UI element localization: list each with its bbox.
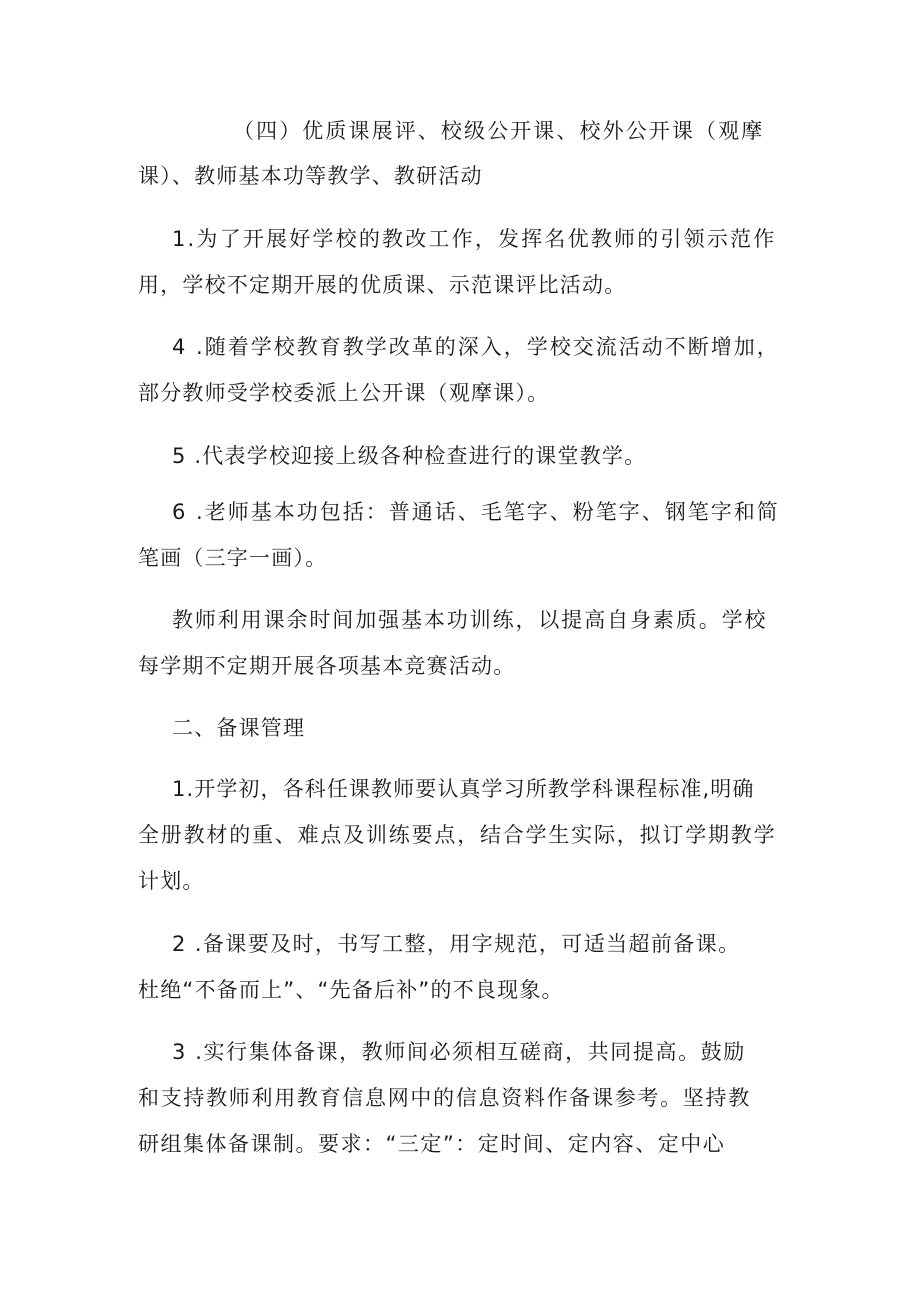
prep-item-2-text-cont: 杜绝“不备而上”、“先备后补”的不良现象。 xyxy=(138,978,564,1002)
section-heading-lesson-prep: 二、备课管理 xyxy=(172,716,306,740)
section-heading-four: （四）优质课展评、校级公开课、校外公开课（观摩 xyxy=(233,119,765,143)
prep-item-2-text: 2 .备课要及时，书写工整，用字规范，可适当超前备课。 xyxy=(172,932,741,956)
prep-item-3-text-cont: 和支持教师利用教育信息网中的信息资料作备课参考。坚持教 xyxy=(138,1086,751,1110)
paragraph-training: 教师利用课余时间加强基本功训练，以提高自身素质。学校 xyxy=(172,608,768,632)
item-1-text: 1.为了开展好学校的教改工作，发挥名优教师的引领示范作 xyxy=(172,227,777,251)
item-4-text: 4 .随着学校教育教学改革的深入，学校交流活动不断增加， xyxy=(172,335,780,359)
paragraph-training-cont: 每学期不定期开展各项基本竞赛活动。 xyxy=(138,654,516,678)
item-6-text: 6 .老师基本功包括：普通话、毛笔字、粉笔字、钢笔字和简 xyxy=(172,500,780,524)
prep-item-1-text: 1.开学初，各科任课教师要认真学习所教学科课程标准,明确 xyxy=(172,777,755,801)
section-heading-four-cont: 课）、教师基本功等教学、教研活动 xyxy=(138,164,483,188)
prep-item-3-text: 3 .实行集体备课，教师间必须相互磋商，共同提高。鼓励 xyxy=(172,1040,746,1064)
prep-item-3-text-end: 研组集体备课制。要求：“三定”：定时间、定内容、定中心 xyxy=(138,1132,726,1156)
prep-item-1-text-cont: 全册教材的重、难点及训练要点，结合学生实际，拟订学期教学 xyxy=(138,823,777,847)
item-5-text: 5 .代表学校迎接上级各种检查进行的课堂教学。 xyxy=(172,444,647,468)
item-6-text-cont: 笔画（三字一画）。 xyxy=(138,546,328,570)
item-4-text-cont: 部分教师受学校委派上公开课（观摩课）。 xyxy=(138,381,550,405)
prep-item-1-text-end: 计划。 xyxy=(138,869,205,893)
item-1-text-cont: 用，学校不定期开展的优质课、示范课评比活动。 xyxy=(138,273,627,297)
